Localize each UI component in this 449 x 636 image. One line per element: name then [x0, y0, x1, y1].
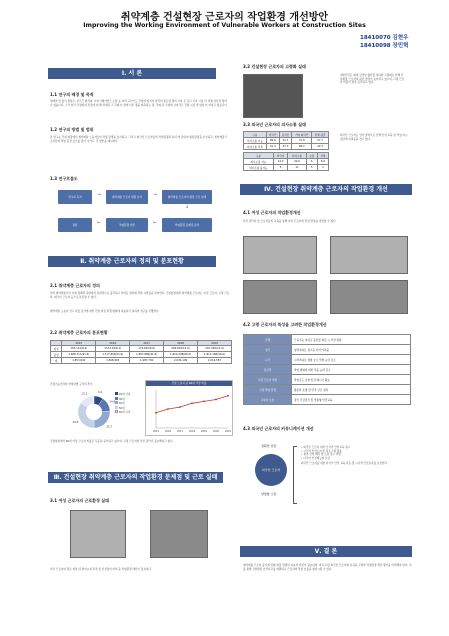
- data-point: [191, 402, 193, 404]
- data-point: [167, 408, 169, 410]
- elderly-table: [243, 334, 411, 405]
- table-row: 남성 1,688,711(91.6) 1,717,850(91.9) 1,807,880(91.9) 1,824,398(89.9) 1,817,188(90.0): [51, 352, 232, 358]
- diagram-bottom-label: 양방향 소통: [261, 492, 277, 496]
- list-item: • 시각적 안전표지 및 픽토그램 활용: [301, 449, 342, 453]
- text-2-2: 취약계층 노동자 인구 비율 증가에 따른 건설 현장 환경 변화에 대응하기 위하여 연구를 진행한다.: [50, 310, 160, 313]
- table-header: 2017: [130, 341, 164, 346]
- table-row: 신체 근육기능 저하로 중량물 취급 시 부상 위험: [244, 335, 411, 345]
- text-2-2-analysis: 건설현장에서 60대 이상 근로자 비율은 꾸준히 증가하고 있으며, 고령 근로자의 안전 관리가 중요해지고 있다.: [50, 440, 174, 443]
- author-2: 18410098 장민혁: [360, 43, 409, 49]
- heading-1-3: 1.3 연구흐름도: [50, 176, 78, 181]
- heading-1-1: 1.1 연구의 배경 및 목적: [50, 92, 94, 97]
- data-point: [227, 395, 229, 397]
- photo-improve-3: [243, 280, 317, 314]
- text-2-1: 먼저 취약계층이라 사회 경제적 측면에서 상대적으로 불리하고 어려운 위치에 처한 사람들을 의미한다. 건설현장에서 취약계층 근로자는 여성 근로자, 고령 근로자, 외국인 근로자 등으로 분류할 수 있다.: [50, 292, 230, 299]
- communication-table: 구분 한국인 중국인 기타 외국인 전체 평균 의사소통 가능 89.6 52.7 31.8 57.7 의사소통 부족 10.4 47.3 68.2 42.3: [243, 131, 329, 150]
- flow-arrow: ←: [96, 220, 102, 226]
- heading-3-3: 3.3 외국인 근로자의 의사소통 실태: [243, 122, 306, 127]
- table-row: 의사소통 가능 14.2 20.6 6 6.9: [244, 159, 329, 165]
- list-item: • 다국어 안전매뉴얼 보급: [301, 456, 331, 460]
- donut-label: 14.8: [109, 400, 116, 404]
- heading-1-2: 1.2 연구의 방법 및 범위: [50, 127, 94, 132]
- table-row: 의사소통 가능 89.6 52.7 31.8 57.7: [244, 138, 329, 144]
- photo-women-1: [70, 510, 126, 558]
- section-5-bar: Ⅴ. 결 론: [240, 546, 412, 557]
- heading-3-1: 3.1 여성 근로자의 근로환경 실태: [50, 498, 110, 503]
- table-row: 계 1,853,842 1,868,993 1,987,700 2,034,199 2,019,587: [51, 358, 232, 364]
- flow-box-r2-1: 작업환경 개선: [106, 218, 148, 232]
- x-tick-label: 2019: [200, 430, 208, 433]
- text-3-1: 여성 근로자의 경우 현장 내 편의시설 부족 및 안전장비 미비 등 작업환경 개선이 필요하다.: [50, 568, 152, 571]
- flow-arrow: →: [152, 192, 158, 198]
- photo-improve-4: [330, 280, 408, 314]
- table-row: 고령자 보호 정기 건강검진 및 맞춤형 안전교육: [244, 395, 411, 405]
- communication-diagram: [243, 436, 413, 526]
- series-line: [156, 396, 228, 413]
- distribution-table: [50, 340, 232, 364]
- data-point: [155, 412, 157, 414]
- donut-legend: [115, 392, 130, 415]
- heading-3-2: 3.2 건설현장 근로자의 고령화 실태: [243, 64, 306, 69]
- legend-item: 40대: [115, 401, 130, 406]
- donut-label: 34.8: [72, 420, 79, 424]
- photo-improve-1: [243, 236, 317, 274]
- flow-box-r1-2: 취약계층 근로자의 현장 근로 실태: [162, 190, 212, 204]
- legend-item: 50대: [115, 406, 130, 411]
- heading-4-3: 4.3 외국인 근로자의 커뮤니케이션 개선: [243, 426, 314, 431]
- x-tick-label: 2018: [188, 430, 196, 433]
- section-2-bar: Ⅱ. 취약계층 근로자의 정의 및 분포현황: [48, 256, 216, 267]
- donut-label: 25.7: [106, 425, 113, 429]
- legend-item: 20대 이하: [115, 392, 130, 397]
- list-item: • 통역 인력 배치 및 소통 창구 마련: [301, 453, 341, 457]
- text-3-2: 대한민국은 현재 급격한 출산율 저하와 고령화로 인해 건설현장 근로자의 평균 연령이 높아지고 있으며, 고령 근로자 비율이 점차 증가하고 있다.: [340, 74, 405, 85]
- section-3-bar: Ⅲ. 건설현장 취약계층 근로자의 작업환경 문제점 및 근로 실태: [48, 472, 223, 483]
- x-tick-label: 2016: [164, 430, 172, 433]
- donut-label: 15.3: [81, 392, 88, 396]
- data-point: [215, 399, 217, 401]
- x-tick-label: 2021: [224, 430, 232, 433]
- flow-box-r2-0: 결론: [58, 218, 92, 232]
- legend-item: 30대: [115, 397, 130, 402]
- table-row: 고령 작업 환경 충분한 조명 및 안전 난간 설치: [244, 385, 411, 395]
- author-1: 18410070 김현우: [360, 35, 409, 41]
- flow-diagram: [58, 190, 228, 238]
- heading-4-2: 4.2 고령 근로자의 특성을 고려한 작업환경개선: [243, 322, 327, 327]
- legend-item: 60대 이상: [115, 410, 130, 415]
- flow-box-r1-0: 연구의 목적: [58, 190, 92, 204]
- data-point: [203, 401, 205, 403]
- text-1-1: 세계적 인 많이 현상은, 부르즈 칼리파, 아이나메이언즈 포털 등 여러 고난이도 건설에 있어서 한국의 골든할 경의 기록 은 갖고 이루 시장 인 성체 자신한 경력 나 있습니다, 그리 한국 건설업의 특징에 대 해 상세히 고 국제 인 정에 이루 경을 예측하는 겸, 국제 속 건설에 사여국은 건설 시장 내 엄청 더 커지고 있습니다.: [50, 100, 228, 107]
- flow-box-r2-2: 작업환경 문제점 분석: [162, 218, 212, 232]
- line-chart-title: 건설 노동자 중 60대 이상 비율: [146, 381, 232, 386]
- table-row: 여성 155,131(8.4) 151,134(8.1) 179,820(8.0) 209,803(10.0) 202,398(10.0): [51, 346, 232, 352]
- flow-box-r1-1: 취약계층 근로자 현황 분석: [106, 190, 148, 204]
- flow-arrow: ←: [152, 220, 158, 226]
- heading-2-1: 2.1 취약계층 근로자의 정의: [50, 283, 100, 288]
- text-3-3: 외국인 근로자는 언어 장벽으로 인해 안전 교육 및 작업 지시 전달에 어려움을 겪고 있다.: [340, 134, 408, 141]
- table-row: 고령 근로자 개선 작업강도 조절 및 휴게시간 확보: [244, 375, 411, 385]
- diagram-center: 외국인 근로자: [255, 454, 287, 486]
- table-header: 2016: [96, 341, 130, 346]
- table-row: 의사소통 불가능 5 11 5 1: [244, 165, 329, 171]
- flow-arrow-down: ↓: [184, 204, 190, 210]
- text-conclusion: 취약계층 근로자 증가에 맞춰 현장 환경의 지속적 개선이 필요하며, 여성·고령·외국인 근로자별 특성을 고려한 작업환경 개선 방안을 마련해야 한다. 이를 통해 건설현장 안전사고를 예방하고 근로자의 작업 효율을 향상시킬 수 있다.: [243, 564, 412, 572]
- donut-title: 건설기능인력의 연령대별 구성비 추이: [50, 383, 93, 386]
- x-tick-label: 2015: [152, 430, 160, 433]
- text-4-1: 안전 관리자 및 근로자들의 교육을 통해 여성 근로자의 작업 환경을 개선할 수 있다.: [243, 220, 337, 223]
- communication-table-2: 구분 한국어 의사소통 보통 전체 의사소통 가능 14.2 20.6 6 6.9 의사소통 불가능 5 11 5 1: [243, 152, 329, 171]
- x-tick-label: 2020: [212, 430, 220, 433]
- flow-arrow: →: [96, 192, 102, 198]
- x-tick-label: 2017: [176, 430, 184, 433]
- list-item: • 외국인 근로자 대상 모국어 안전교육 실시: [301, 446, 351, 449]
- page-title: 취약계층 건설현장 근로자의 작업환경 개선방안: [120, 12, 329, 23]
- table-row: 정신적 작업 변화에 대한 적응 능력 감소: [244, 365, 411, 375]
- line-chart-box: [145, 380, 233, 436]
- heading-4-1: 4.1 여성 근로자의 작업환경개선: [243, 210, 301, 215]
- photo-women-2: [150, 510, 208, 558]
- heading-2-2: 2.2 취약계층 근로자의 분포현황: [50, 330, 108, 335]
- table-header: 2019: [198, 341, 232, 346]
- photo-improve-2: [330, 236, 408, 274]
- line-chart: [146, 386, 232, 436]
- diagram-bracket: [293, 446, 297, 504]
- table-row: 청각 청력저하로 경고음 인지 어려움: [244, 345, 411, 355]
- list-item: 외국인 근로자를 위한 다국어 안전 교육 자료 및 시각적 안전표지를 보급한다.: [301, 462, 388, 466]
- section-4-bar: Ⅳ. 건설현장 취약계층 근로자의 작업환경 개선: [240, 184, 412, 195]
- table-row: 의사소통 부족 10.4 47.3 68.2 42.3: [244, 144, 329, 150]
- donut-label: 9.4: [98, 390, 103, 394]
- diagram-bullets: [301, 446, 409, 466]
- section-1-bar: Ⅰ. 서 론: [48, 68, 216, 79]
- photo-aging: [243, 74, 303, 118]
- data-point: [179, 406, 181, 408]
- page-subtitle: Improving the Working Environment of Vulnerable Workers at Construction Sites: [83, 22, 366, 29]
- table-row: 시각 시력저하로 위험 요소 식별 능력 감소: [244, 355, 411, 365]
- table-header: 2015: [62, 341, 96, 346]
- diagram-left-label: 정확한 전달: [261, 444, 277, 448]
- text-1-2: 본 연구는 건설 현장에서 취약계층 노동자들의 작업 환경을 조사하고, 그리고 외국인 근로자들의 작업환경과 특히 에 관하여 현장환경을 조사하고, 취약계층 근로자들의 작업 중점 요소를 짚어 나가고, 각 방안을 제시한다.: [50, 136, 228, 143]
- table-header: 2018: [164, 341, 198, 346]
